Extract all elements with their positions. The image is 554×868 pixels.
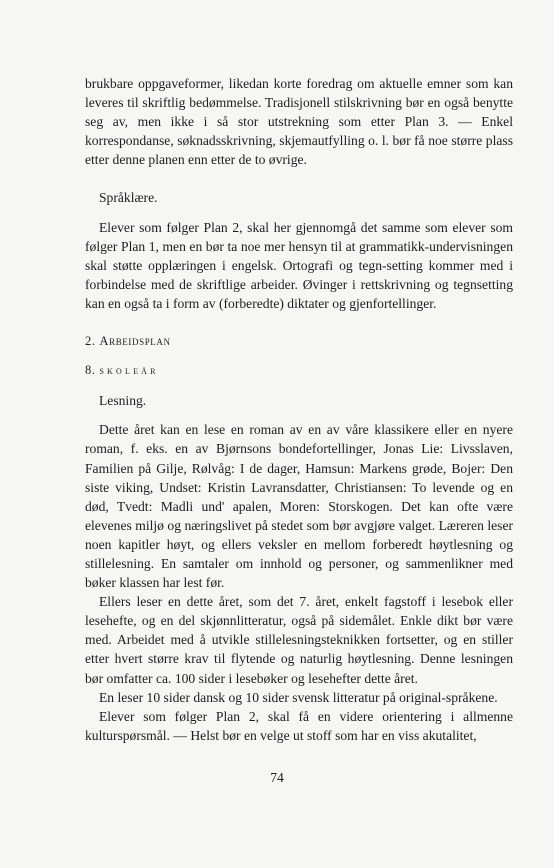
spacer [85,169,513,188]
section-heading [85,332,513,351]
paragraph-intro: brukbare oppgaveformer, likedan korte foredrag om aktuelle emner som kan leveres til skriftlig bedømmelse. Tradisjonell stilskrivning bør en også benytte seg av, men ikke i så stor utstrekning som etter Plan 3. — Enkel korrespondanse, søknadsskrivning, skjemautfylling o. l. bør få noe større plass etter denne planen enn etter de to øvrige. [85,76,513,168]
year-number: 8. [85,363,96,378]
spacer [85,208,513,218]
paragraph-lesning-3: En leser 10 sider dansk og 10 sider svensk litteratur på original-språkene. [99,689,498,705]
paragraph-spraklaere: Elever som følger Plan 2, skal her gjennomgå det samme som elever som følger Plan 1, men en bør ta noe mer hensyn til at grammatikk-undervisningen skal støtte opplæringen i engelsk. Ortografi og tegn-setting kommer med i forbindelse med de skriftlige arbeider. Øvinger i rettskrivning og tegnsetting kan en også ta i form av (forberedte) diktater og gjenfortellinger. [85,219,513,311]
spacer [85,351,513,361]
spacer [85,410,513,420]
year-title: skoleår [99,365,159,378]
paragraph-lesning-1: Dette året kan en lese en roman av en av våre klassikere eller en nyere roman, f. eks. en av Bjørnsons bondefortellinger, Jonas Lie: Livsslaven, Familien på Gilje, Rølvåg: I de dager, Hamsun: Markens grøde, Bojer: Den siste viking, Undset: Kristin Lavransdatter, Christiansen: To levende og en død, Tvedt: Madli und' apalen, Moren: Storskogen. Det kan ofte være elevenes miljø og næringslivet på stedet som bør avgjøre valget. Læreren leser noen kapitler høyt, og ellers veksler en mellom forberedt høytlesning og stillelesning. En samtaler om innhold og personer, og sammenlikner med bøker klassen har lest før. [85,422,513,591]
document-page [85,74,513,745]
spacer [85,381,513,391]
paragraph-lesning-4: Elever som følger Plan 2, skal få en videre orientering i allmenne kulturspørsmål. — Helst bør en velge ut stoff som har en viss akutalitet, [85,708,513,743]
paragraph-lesning-2: Ellers leser en dette året, som det 7. året, enkelt fagstoff i lesebok eller lesehefte, og en del skjønnlitteratur, også på sidemålet. Enkle dikt bør være med. Arbeidet med å utvikle stillelesningsteknikken fortsetter, og en stiller etter hvert større krav til flytende og naturlig høytlesning. Denne lesningen bør omfatter ca. 100 sider i lesebøker og lesehefter dette året. [85,594,513,686]
subheading-spraklaere: Språklære. [99,190,158,206]
spacer [85,313,513,332]
page-number: 74 [270,770,284,785]
section-title: Arbeidsplan [99,334,171,349]
year-heading [85,361,513,381]
section-number: 2. [85,334,96,349]
subheading-lesning: Lesning. [99,393,147,409]
